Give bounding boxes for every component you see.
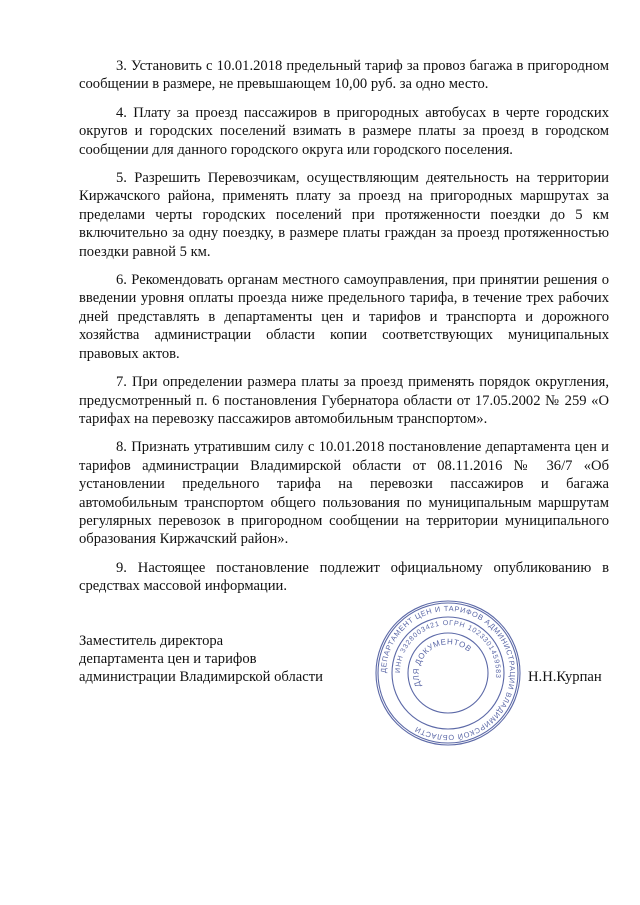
svg-text:ДЛЯ ДОКУМЕНТОВ: [411, 637, 473, 688]
paragraph-9: 9. Настоящее постановление подлежит официальному опубликованию в средствах массовой информации.: [79, 559, 609, 595]
paragraph-7: 7. При определении размера платы за проезд применять порядок округления, предусмотренный п. 6 постановления Губернатора области от 17.05.2002 № 259 «О тарифах на перевозку пассажиров автомобильным транспортом».: [79, 374, 609, 427]
position-line-1: Заместитель директора: [79, 633, 224, 649]
signer-name: Н.Н.Курпан: [528, 669, 602, 685]
official-stamp: [373, 598, 523, 748]
paragraph-4: 4. Плату за проезд пассажиров в пригородных автобусах в черте городских округов и городских поселений взимать в размере платы за проезд в городском сообщении для данного городского округа или городского поселения.: [79, 104, 609, 158]
paragraph-3: 3. Установить с 10.01.2018 предельный тариф за провоз багажа в пригородном сообщении в размере, не превышающем 10,00 руб. за одно место.: [79, 58, 609, 93]
stamp-icon: [373, 598, 523, 748]
paragraph-5: 5. Разрешить Перевозчикам, осуществляющим деятельность на территории Киржачского района, применять плату за проезд на пригородных маршрутах за пределами черты городских поселений при протяженности поездки до 5 км включительно за одну поездку, в размере платы граждан за проезд протяженностью поездки равной 5 км.: [79, 170, 609, 260]
signature-position: [79, 632, 379, 687]
paragraph-8: 8. Признать утратившим силу с 10.01.2018 постановление департамента цен и тарифов администрации Владимирской области от 08.11.2016 № 36/7 «Об установлении предельного тарифа на перевозки пассажиров и багажа автомобильным транспортом общего пользования по муниципальным маршрутам регулярных перевозок в пригородном сообщении на территории муниципального образования Киржачский район».: [79, 439, 609, 548]
stamp-outer-text: ДЕПАРТАМЕНТ ЦЕН И ТАРИФОВ АДМИНИСТРАЦИИ ВЛАДИМИРСКОЙ ОБЛАСТИ: [378, 603, 518, 743]
document-body: [79, 57, 609, 606]
svg-text:ИНН 3328003421 ОГРН 1023301459: [395, 620, 501, 679]
stamp-center-text: ДЛЯ ДОКУМЕНТОВ: [411, 637, 474, 689]
paragraph-6: 6. Рекомендовать органам местного самоуправления, при принятии решения о введении уровня оплаты проезда ниже предельного тарифа, в течение трех рабочих дней представлять в департаменты цен и тарифов и транспорта и дорожного хозяйства администрации области копии соответствующих муниципальных правовых актов.: [79, 272, 609, 362]
position-line-3: администрации Владимирской области: [79, 669, 323, 686]
stamp-inner-text: ИНН 3328003421 ОГРН 1023301459583: [394, 619, 502, 679]
position-line-2: департамента цен и тарифов: [79, 651, 257, 668]
